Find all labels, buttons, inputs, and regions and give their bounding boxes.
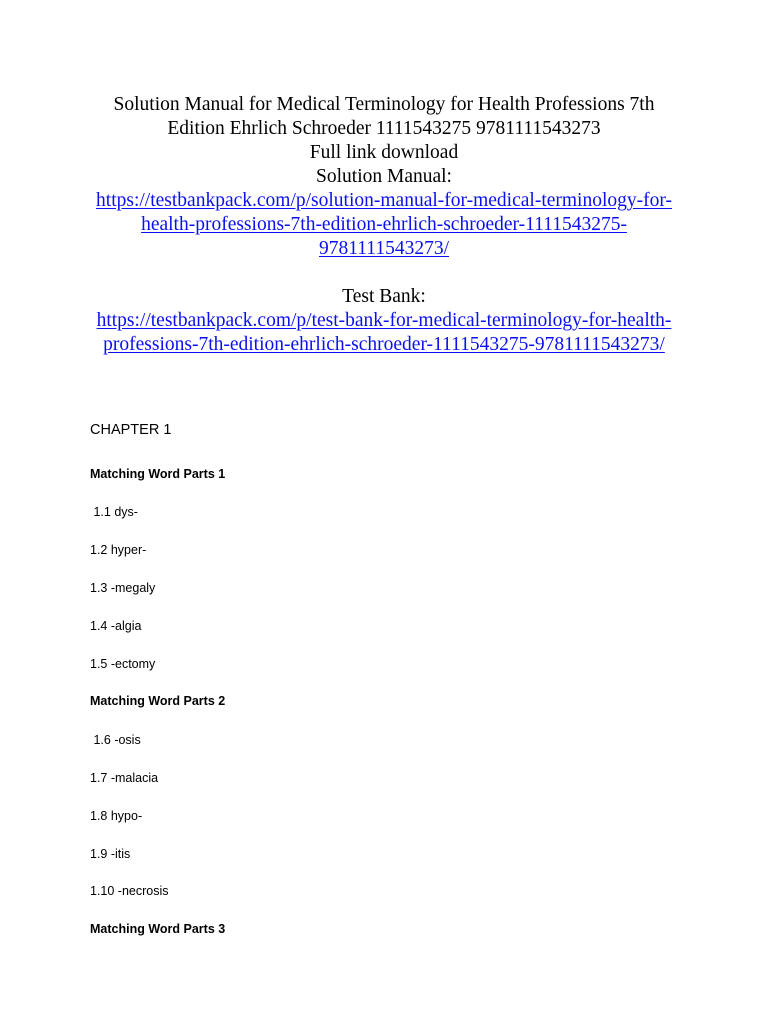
list-item: 1.3 -megaly xyxy=(90,581,156,595)
title-line-1: Solution Manual for Medical Terminology for Health Professions 7th xyxy=(113,94,655,115)
chapter-title: CHAPTER 1 xyxy=(90,422,172,438)
list-item: 1.9 -itis xyxy=(90,847,131,861)
list-item: 1.1 dys- xyxy=(90,505,138,519)
document-header xyxy=(40,93,728,357)
list-item: 1.4 -algia xyxy=(90,619,142,633)
solution-manual-link-line-2[interactable]: health-professions-7th-edition-ehrlich-schroeder-1111543275- xyxy=(141,214,627,235)
test-bank-link-line-2[interactable]: professions-7th-edition-ehrlich-schroeder-1111543275-9781111543273/ xyxy=(103,334,665,355)
test-bank-label: Test Bank: xyxy=(342,286,426,307)
list-item: 1.5 -ectomy xyxy=(90,657,156,671)
list-item: 1.10 -necrosis xyxy=(90,884,169,898)
list-item: 1.2 hyper- xyxy=(90,543,147,557)
title-line-2: Edition Ehrlich Schroeder 1111543275 9781111543273 xyxy=(167,118,601,139)
solution-manual-link-line-3[interactable]: 9781111543273/ xyxy=(319,238,449,259)
test-bank-link-line-1[interactable]: https://testbankpack.com/p/test-bank-for-medical-terminology-for-health- xyxy=(96,310,672,331)
section-heading: Matching Word Parts 1 xyxy=(90,467,226,481)
solution-manual-link-line-1[interactable]: https://testbankpack.com/p/solution-manual-for-medical-terminology-for- xyxy=(96,190,672,211)
full-link-label: Full link download xyxy=(309,142,459,163)
list-item: 1.8 hypo- xyxy=(90,809,143,823)
solution-manual-label: Solution Manual: xyxy=(316,166,452,187)
list-item: 1.7 -malacia xyxy=(90,771,159,785)
section-heading: Matching Word Parts 2 xyxy=(90,694,226,708)
blank-line xyxy=(40,261,728,285)
section-heading: Matching Word Parts 3 xyxy=(90,922,226,936)
list-item: 1.6 -osis xyxy=(90,733,141,747)
